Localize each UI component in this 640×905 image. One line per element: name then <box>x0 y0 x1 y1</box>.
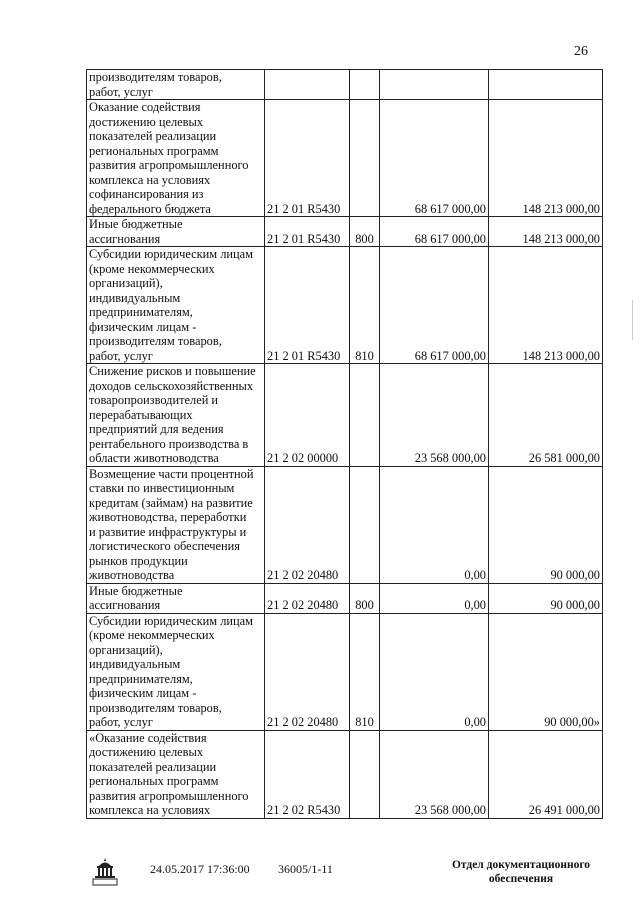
row-code-cell: 21 2 02 20480 <box>265 583 350 613</box>
table-row <box>87 583 603 613</box>
row-year2-amount-cell <box>489 70 603 100</box>
table-row <box>87 466 603 583</box>
row-expense-type-cell <box>350 364 380 467</box>
row-name-cell: Субсидии юридическим лицам (кроме некоммерческих организаций), индивидуальным предпринимателям, физическим лицам - производителям товаров, работ, услуг <box>87 613 265 730</box>
row-year2-amount-cell: 90 000,00 <box>489 583 603 613</box>
row-name-cell: Иные бюджетные ассигнования <box>87 583 265 613</box>
scan-edge-mark <box>632 300 633 340</box>
page-footer <box>0 856 640 896</box>
row-expense-type-cell: 810 <box>350 247 380 364</box>
row-expense-type-cell: 800 <box>350 217 380 247</box>
table-row <box>87 100 603 217</box>
row-year2-amount-cell: 148 213 000,00 <box>489 217 603 247</box>
row-code-cell <box>265 70 350 100</box>
footer-department <box>446 858 596 886</box>
row-name-cell: производителям товаров, работ, услуг <box>87 70 265 100</box>
table-row <box>87 247 603 364</box>
row-code-cell: 21 2 01 R5430 <box>265 100 350 217</box>
row-code-cell: 21 2 01 R5430 <box>265 217 350 247</box>
row-code-cell: 21 2 02 20480 <box>265 466 350 583</box>
table-row <box>87 364 603 467</box>
page-number: 26 <box>574 44 588 59</box>
row-year1-amount-cell: 68 617 000,00 <box>380 100 489 217</box>
row-year1-amount-cell <box>380 70 489 100</box>
row-year2-amount-cell: 90 000,00 <box>489 466 603 583</box>
row-expense-type-cell: 800 <box>350 583 380 613</box>
row-expense-type-cell <box>350 730 380 818</box>
row-year2-amount-cell: 26 581 000,00 <box>489 364 603 467</box>
row-year1-amount-cell: 68 617 000,00 <box>380 247 489 364</box>
row-year2-amount-cell: 26 491 000,00 <box>489 730 603 818</box>
row-name-cell: «Оказание содействия достижению целевых показателей реализации региональных программ развития агропромышленного комплекса на условиях <box>87 730 265 818</box>
row-name-cell: Возмещение части процентной ставки по инвестиционным кредитам (займам) на развитие животноводства, переработки и развитие инфраструктуры и логистического обеспечения рынков продукции животноводства <box>87 466 265 583</box>
row-name-cell: Снижение рисков и повышение доходов сельскохозяйственных товаропроизводителей и перерабатывающих предприятий для ведения рентабельного производства в области животноводства <box>87 364 265 467</box>
row-year1-amount-cell: 0,00 <box>380 583 489 613</box>
table-row <box>87 70 603 100</box>
footer-department-text: Отдел документационного обеспечения <box>451 859 591 885</box>
row-year2-amount-cell: 90 000,00» <box>489 613 603 730</box>
footer-doc-number: 36005/1-11 <box>278 862 333 876</box>
row-year1-amount-cell: 23 568 000,00 <box>380 364 489 467</box>
row-year1-amount-cell: 68 617 000,00 <box>380 217 489 247</box>
row-year1-amount-cell: 0,00 <box>380 466 489 583</box>
row-name-cell: Иные бюджетные ассигнования <box>87 217 265 247</box>
row-name-cell: Субсидии юридическим лицам (кроме некоммерческих организаций), индивидуальным предпринимателям, физическим лицам - производителям товаров, работ, услуг <box>87 247 265 364</box>
table-row <box>87 217 603 247</box>
table-row <box>87 730 603 818</box>
row-expense-type-cell <box>350 100 380 217</box>
row-expense-type-cell <box>350 466 380 583</box>
row-code-cell: 21 2 02 00000 <box>265 364 350 467</box>
row-name-cell: Оказание содействия достижению целевых показателей реализации региональных программ развития агропромышленного комплекса на условиях софинансирования из федерального бюджета <box>87 100 265 217</box>
row-code-cell: 21 2 01 R5430 <box>265 247 350 364</box>
row-year2-amount-cell: 148 213 000,00 <box>489 100 603 217</box>
duma-logo <box>90 856 120 886</box>
row-code-cell: 21 2 02 R5430 <box>265 730 350 818</box>
row-code-cell: 21 2 02 20480 <box>265 613 350 730</box>
row-year1-amount-cell: 0,00 <box>380 613 489 730</box>
table-row <box>87 613 603 730</box>
row-year1-amount-cell: 23 568 000,00 <box>380 730 489 818</box>
row-expense-type-cell <box>350 70 380 100</box>
footer-date: 24.05.2017 17:36:00 <box>150 862 250 876</box>
row-year2-amount-cell: 148 213 000,00 <box>489 247 603 364</box>
row-expense-type-cell: 810 <box>350 613 380 730</box>
budget-table <box>86 69 603 819</box>
